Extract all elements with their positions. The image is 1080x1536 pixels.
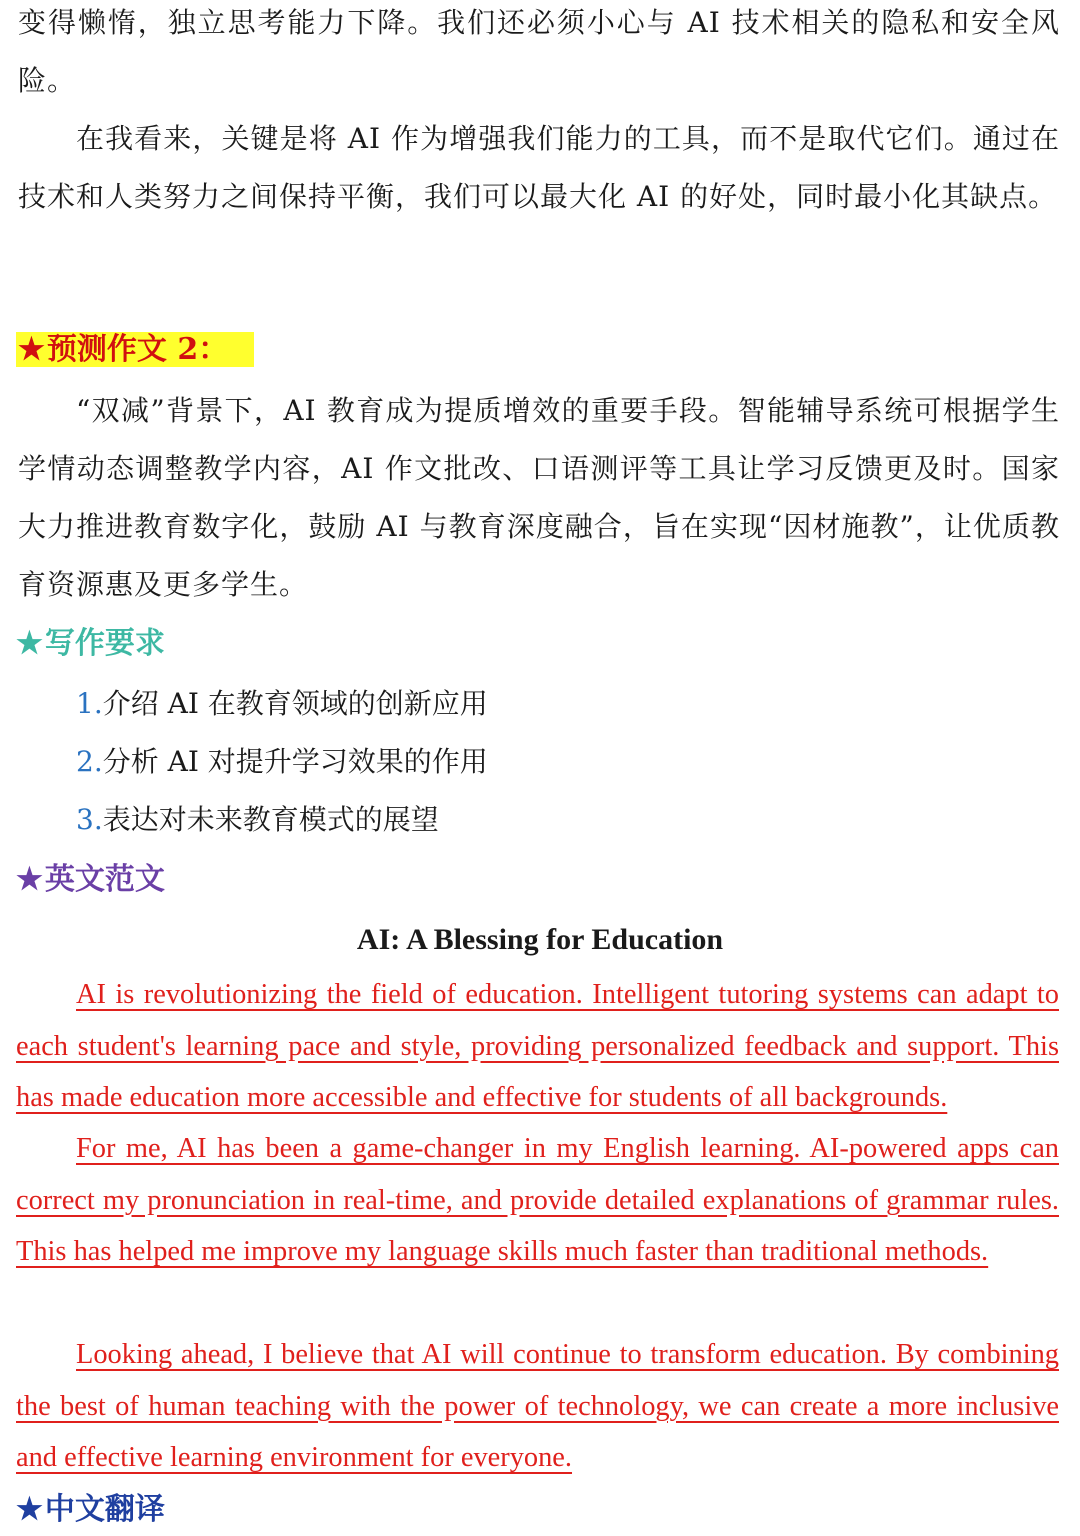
requirement-number: 2.: [76, 745, 103, 778]
star-icon: ★: [16, 626, 43, 661]
requirements-heading-text: 写作要求: [44, 626, 165, 661]
requirement-item: [76, 800, 439, 840]
intro-paragraph-conclusion: 在我看来，关键是将 AI 作为增强我们能力的工具，而不是取代它们。通过在技术和人类努力之间保持平衡，我们可以最大化 AI 的好处，同时最小化其缺点。: [18, 122, 1060, 213]
essay-title: AI: A Blessing for Education: [356, 923, 724, 956]
essay2-prompt: “双减”背景下，AI 教育成为提质增效的重要手段。智能辅导系统可根据学生学情动态调整教学内容，AI 作文批改、口语测评等工具让学习反馈更及时。国家大力推进教育数字化，鼓励 AI 与教育深度融合，旨在实现“因材施教”，让优质教育资源惠及更多学生。: [18, 394, 1060, 601]
sample-essay-heading-text: 英文范文: [44, 862, 165, 897]
star-icon: ★: [16, 1492, 43, 1527]
requirement-text: 分析 AI 对提升学习效果的作用: [102, 745, 488, 778]
translation-heading-text: 中文翻译: [44, 1492, 165, 1527]
essay2-heading: [16, 328, 254, 372]
requirement-text: 介绍 AI 在教育领域的创新应用: [102, 687, 488, 720]
requirement-item: [76, 684, 488, 724]
intro-paragraph-tail: 变得懒惰，独立思考能力下降。我们还必须小心与 AI 技术相关的隐私和安全风险。: [18, 6, 1060, 97]
requirements-heading: [16, 622, 165, 666]
essay-paragraph: Looking ahead, I believe that AI will continue to transform education. By combining the best of human teaching with the power of technology, we can create a more inclusive and effective learning environment for everyone.: [16, 1339, 1059, 1473]
star-icon: ★: [18, 332, 45, 367]
requirement-number: 1.: [76, 687, 103, 720]
essay2-heading-text: 预测作文 2：: [46, 332, 229, 367]
requirement-item: [76, 742, 488, 782]
essay2-heading-highlight: [16, 332, 254, 367]
essay-paragraph: For me, AI has been a game-changer in my English learning. AI-powered apps can correct my pronunciation in real-time, and provide detailed explanations of grammar rules. This has helped me improve my language skills much faster than traditional methods.: [16, 1133, 1059, 1267]
translation-heading: [16, 1488, 165, 1532]
sample-essay-heading: [16, 858, 165, 902]
essay-paragraph: AI is revolutionizing the field of education. Intelligent tutoring systems can adapt to each student's learning pace and style, providing personalized feedback and support. This has made education more accessible and effective for students of all backgrounds.: [16, 979, 1059, 1113]
star-icon: ★: [16, 862, 43, 897]
requirement-number: 3.: [76, 803, 103, 836]
requirement-text: 表达对未来教育模式的展望: [102, 803, 439, 836]
